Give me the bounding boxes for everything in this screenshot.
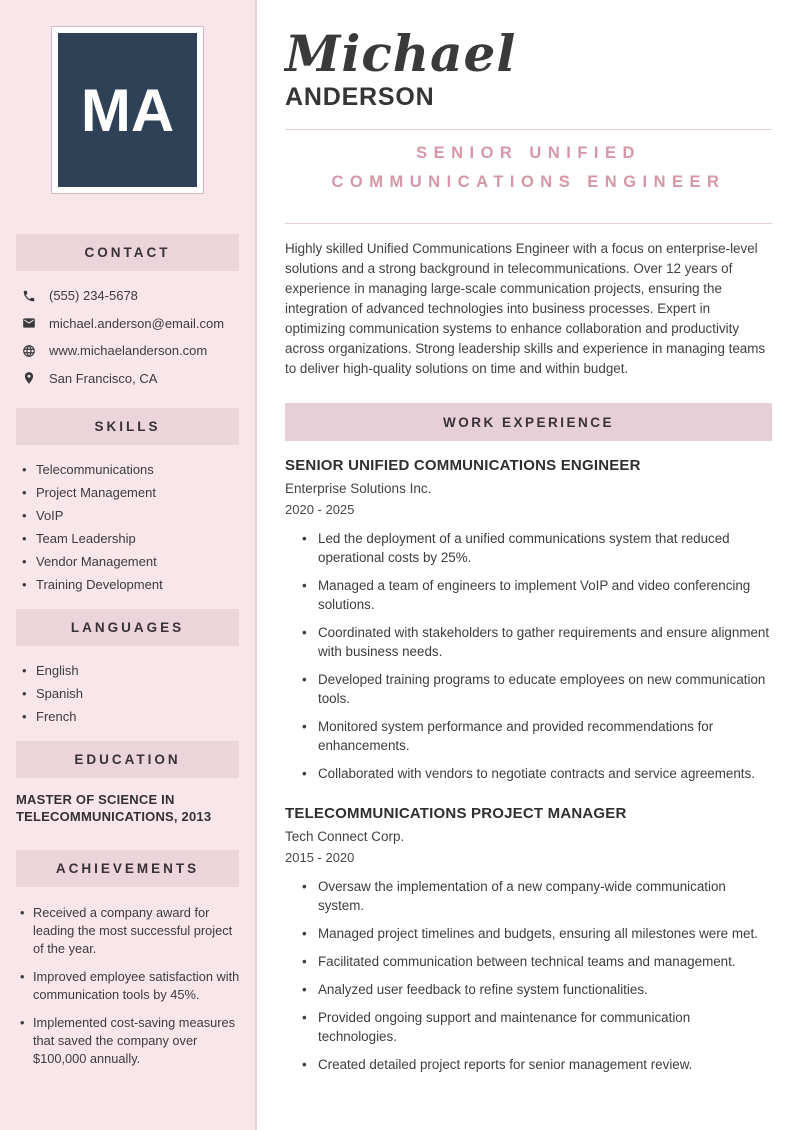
job-bullet: • Created detailed project reports for senior management review. [302, 1055, 772, 1074]
job-bullet-list [285, 529, 772, 783]
globe-icon [22, 344, 36, 358]
contact-row-location [22, 371, 245, 386]
job-bullet: • Managed a team of engineers to implement VoIP and video conferencing solutions. [302, 576, 772, 614]
languages-list [0, 646, 255, 723]
job-dates: 2015 - 2020 [285, 850, 355, 865]
language-item: • Spanish [22, 687, 247, 700]
divider-line [285, 223, 772, 224]
contact-location: San Francisco, CA [49, 370, 158, 386]
job-company: Enterprise Solutions Inc. [285, 481, 432, 496]
job-bullet: • Provided ongoing support and maintenance for communication technologies. [302, 1008, 772, 1046]
job-entry [285, 457, 772, 783]
achievement-item: • Improved employee satisfaction with communication tools by 45%. [20, 968, 243, 1004]
contact-section-header [16, 234, 239, 271]
job-bullet: • Facilitated communication between technical teams and management. [302, 952, 772, 971]
contact-row-email [22, 316, 245, 331]
job-title: TELECOMMUNICATIONS PROJECT MANAGER [285, 805, 627, 822]
job-bullet: • Managed project timelines and budgets, ensuring all milestones were met. [302, 924, 772, 943]
contact-row-phone [22, 288, 245, 303]
phone-icon [22, 289, 36, 303]
skills-section-title: SKILLS [94, 418, 161, 434]
professional-summary: Highly skilled Unified Communications Engineer with a focus on enterprise-level solutions and a strong background in telecommunications. Over 12 years of experience in managing large-scale communication projects, ensuring the integration of advanced technologies into business processes. Expert in optimizing communication systems to enhance collaboration and productivity across organizations. Strong leadership skills and experience in managing teams to deliver high-quality solutions on time and within budget. [285, 241, 766, 376]
contact-row-website [22, 343, 245, 358]
education-section-title: EDUCATION [74, 751, 181, 767]
job-title: SENIOR UNIFIED COMMUNICATIONS ENGINEER [285, 457, 641, 474]
achievements-section-title: ACHIEVEMENTS [55, 860, 200, 876]
mail-icon [22, 316, 36, 330]
job-bullet: • Oversaw the implementation of a new company-wide communication system. [302, 877, 772, 915]
skills-list [0, 445, 255, 591]
skill-item: • Training Development [22, 578, 247, 591]
job-bullet: • Developed training programs to educate employees on new communication tools. [302, 670, 772, 708]
location-icon [22, 371, 36, 385]
skill-item: • Team Leadership [22, 532, 247, 545]
job-bullet: • Monitored system performance and provided recommendations for enhancements. [302, 717, 772, 755]
languages-section-title: LANGUAGES [70, 619, 185, 635]
skill-item: • Telecommunications [22, 463, 247, 476]
skill-item: • Vendor Management [22, 555, 247, 568]
first-name: Michael [285, 24, 517, 83]
contact-section-title: CONTACT [84, 245, 171, 260]
contact-phone: (555) 234-5678 [49, 288, 138, 303]
main-column [257, 0, 800, 1130]
work-experience-section-header [285, 403, 772, 441]
education-section-header [16, 741, 239, 778]
contact-email: michael.anderson@email.com [49, 315, 225, 331]
education-degree: MASTER OF SCIENCE IN TELECOMMUNICATIONS, 2013 [16, 791, 212, 824]
achievements-list [0, 887, 255, 1068]
sidebar [0, 0, 257, 1130]
achievement-item: • Received a company award for leading the most successful project of the year. [20, 904, 243, 958]
job-bullet: • Analyzed user feedback to refine system functionalities. [302, 980, 772, 999]
job-bullet-list [285, 877, 772, 1074]
languages-section-header [16, 609, 239, 646]
skill-item: • Project Management [22, 486, 247, 499]
job-company: Tech Connect Corp. [285, 829, 405, 844]
job-bullet: • Collaborated with vendors to negotiate contracts and service agreements. [302, 764, 772, 783]
last-name: ANDERSON [285, 83, 435, 111]
contact-list [0, 271, 255, 386]
language-item: • French [22, 710, 247, 723]
work-experience-section-title: WORK EXPERIENCE [442, 414, 615, 430]
job-title-banner: SENIOR UNIFIED COMMUNICATIONS ENGINEER [331, 144, 726, 191]
job-dates: 2020 - 2025 [285, 502, 355, 517]
monogram: MA [58, 33, 197, 187]
job-bullet: • Coordinated with stakeholders to gather requirements and ensure alignment with business needs. [302, 623, 772, 661]
job-entry [285, 805, 772, 1074]
achievements-section-header [16, 850, 239, 887]
language-item: • English [22, 664, 247, 677]
achievement-item: • Implemented cost-saving measures that saved the company over $100,000 annually. [20, 1014, 243, 1068]
contact-website: www.michaelanderson.com [49, 343, 208, 358]
skills-section-header [16, 408, 239, 445]
monogram-frame [51, 26, 204, 194]
skill-item: • VoIP [22, 509, 247, 522]
job-bullet: • Led the deployment of a unified communications system that reduced operational costs by 25%. [302, 529, 772, 567]
